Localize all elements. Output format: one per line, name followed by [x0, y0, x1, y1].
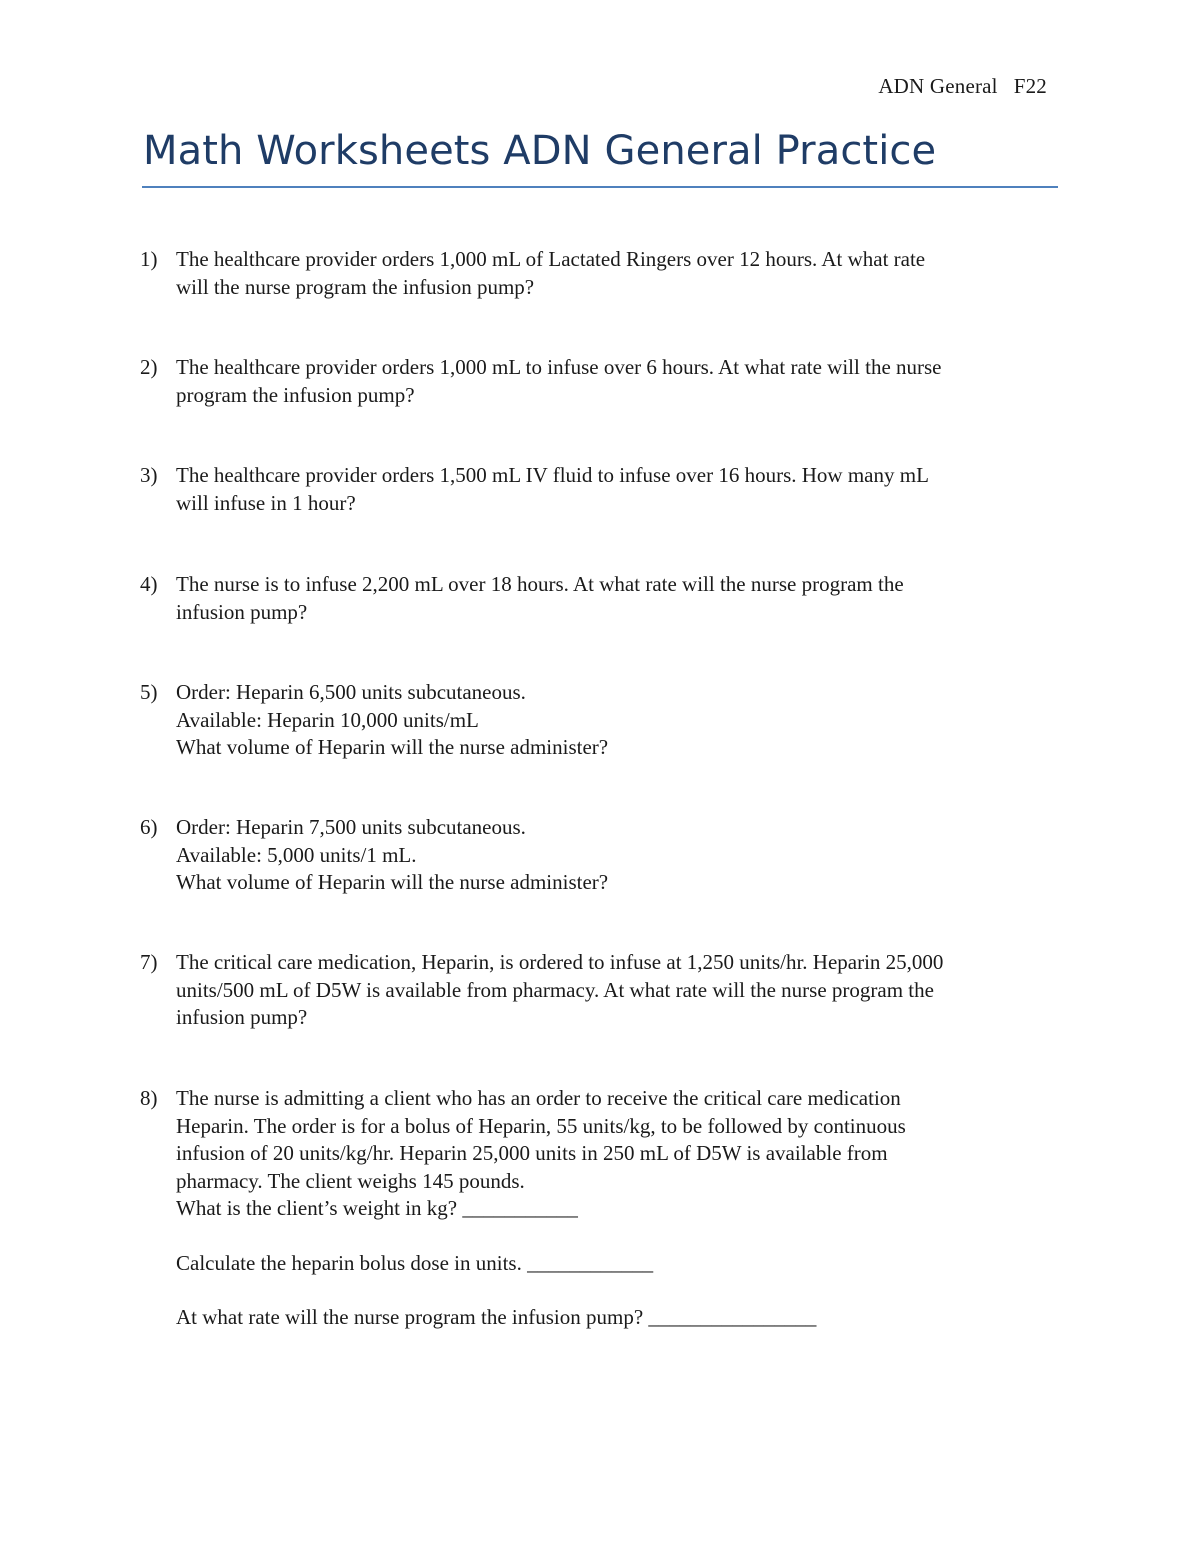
title-underline [142, 186, 1058, 188]
question-number: 4) [140, 572, 158, 596]
question-6 [140, 814, 1050, 897]
question-number: 7) [140, 950, 158, 974]
weight-question: What is the client’s weight in kg? ___________ [176, 1196, 578, 1220]
question-number: 8) [140, 1086, 158, 1110]
question-line: will the nurse program the infusion pump? [176, 274, 535, 299]
question-4 [140, 571, 1050, 626]
question-line: The healthcare provider orders 1,500 mL IV fluid to infuse over 16 hours. How many mL [176, 463, 929, 487]
question-line: What volume of Heparin will the nurse administer? [176, 735, 609, 759]
bolus-dose-question: Calculate the heparin bolus dose in units. ____________ [176, 1250, 654, 1275]
question-text [176, 949, 1050, 1032]
question-line: infusion pump? [176, 599, 308, 624]
question-line: will infuse in 1 hour? [176, 490, 356, 515]
question-8 [140, 1085, 1050, 1332]
question-number: 3) [140, 463, 158, 487]
question-text [176, 246, 1050, 301]
question-line: Order: Heparin 6,500 units subcutaneous. [176, 680, 526, 704]
question-line: infusion of 20 units/kg/hr. Heparin 25,000 units in 250 mL of D5W is available from [176, 1141, 888, 1165]
question-line: The critical care medication, Heparin, is ordered to infuse at 1,250 units/hr. Heparin 25,000 [176, 950, 944, 974]
question-line: The nurse is to infuse 2,200 mL over 18 hours. At what rate will the nurse program the [176, 572, 904, 596]
question-number: 6) [140, 815, 158, 839]
question-text [176, 679, 1050, 762]
question-line: Available: 5,000 units/1 mL. [176, 842, 417, 867]
infusion-rate-question: At what rate will the nurse program the infusion pump? ________________ [176, 1305, 817, 1329]
question-text [176, 462, 1050, 517]
question-line: infusion pump? [176, 1005, 308, 1029]
question-7 [140, 949, 1050, 1032]
question-line: Available: Heparin 10,000 units/mL [176, 707, 479, 732]
question-line: What volume of Heparin will the nurse administer? [176, 870, 609, 894]
question-number: 5) [140, 680, 158, 704]
header-course: ADN General [878, 74, 998, 98]
question-1 [140, 246, 1050, 301]
question-3 [140, 462, 1050, 517]
question-line: Order: Heparin 7,500 units subcutaneous. [176, 815, 526, 839]
question-text [176, 814, 1050, 897]
question-number: 2) [140, 355, 158, 379]
question-number: 1) [140, 247, 158, 271]
question-text [176, 571, 1050, 626]
question-text [176, 1085, 1050, 1332]
question-line: units/500 mL of D5W is available from pharmacy. At what rate will the nurse program the [176, 977, 934, 1002]
question-line: The nurse is admitting a client who has an order to receive the critical care medication [176, 1086, 901, 1110]
question-text [176, 354, 1050, 409]
question-line: program the infusion pump? [176, 382, 415, 407]
page-title: Math Worksheets ADN General Practice [143, 128, 937, 174]
question-5 [140, 679, 1050, 762]
page-header [878, 74, 1047, 99]
question-line: pharmacy. The client weighs 145 pounds. [176, 1168, 525, 1193]
question-line: The healthcare provider orders 1,000 mL to infuse over 6 hours. At what rate will the nurse [176, 355, 942, 379]
header-term: F22 [1013, 74, 1047, 98]
question-line: The healthcare provider orders 1,000 mL of Lactated Ringers over 12 hours. At what rate [176, 247, 926, 271]
question-2 [140, 354, 1050, 409]
question-line: Heparin. The order is for a bolus of Heparin, 55 units/kg, to be followed by continuous [176, 1113, 906, 1138]
